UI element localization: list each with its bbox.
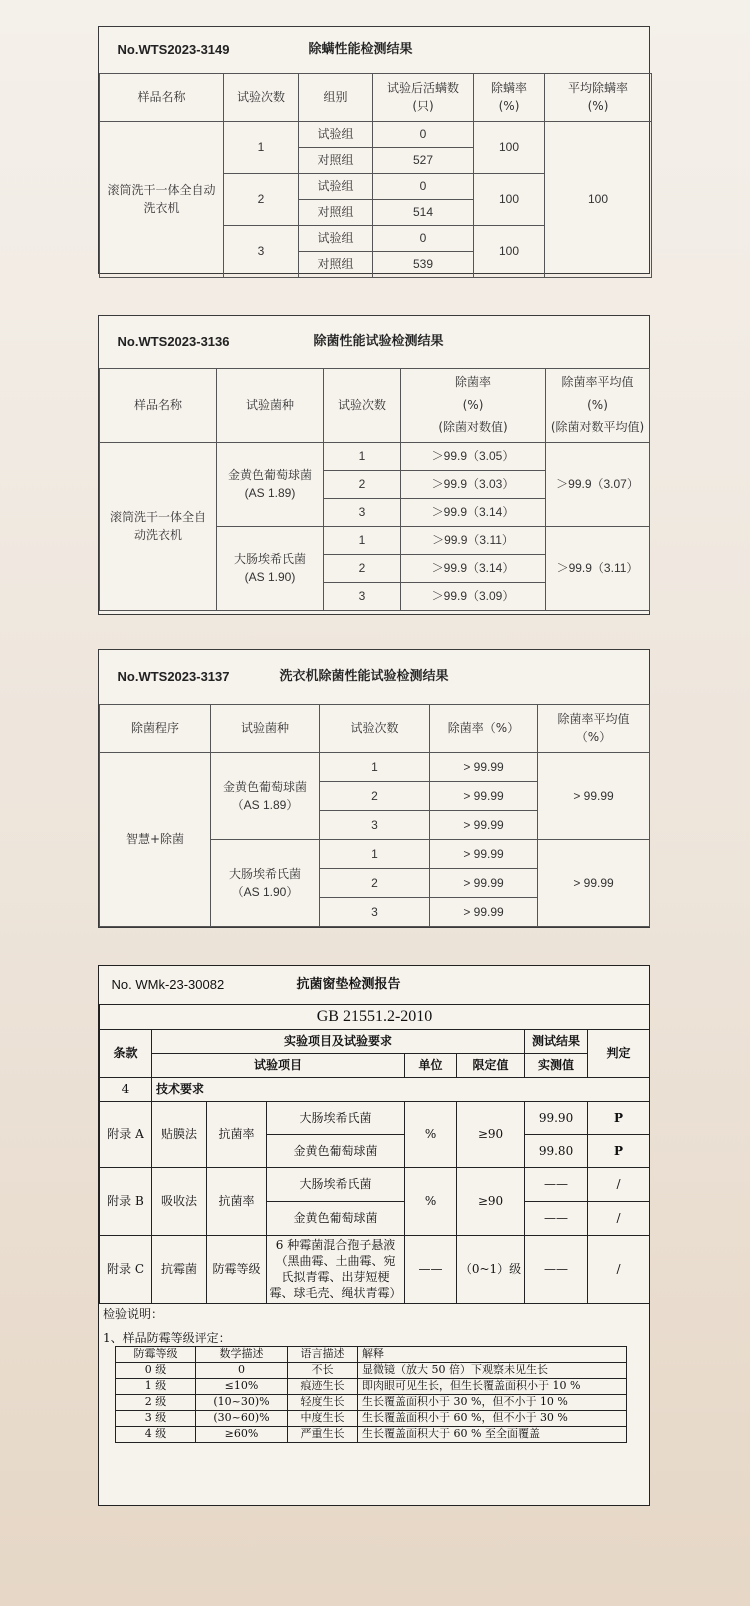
sterilization-rate: > 99.99	[430, 752, 538, 781]
header-live-mites: 试验后活螨数 (只)	[373, 73, 474, 121]
sterilization-rate: ＞99.9（3.11）	[401, 526, 546, 554]
removal-rate: 100	[474, 121, 545, 173]
trial-number: 3	[320, 810, 430, 839]
sterilization-rate: > 99.99	[430, 897, 538, 926]
group-label: 试验组	[299, 225, 373, 251]
report-number: No.WTS2023-3136	[117, 334, 230, 349]
sterilization-rate: > 99.99	[430, 839, 538, 868]
legend-cell: 痕迹生长	[288, 1378, 358, 1394]
legend-cell: 0	[196, 1362, 288, 1378]
header-rate: 除菌率（%）	[430, 704, 538, 752]
removal-rate: 100	[474, 173, 545, 225]
header-actual: 实测值	[525, 1053, 588, 1077]
header-bacteria: 试验菌种	[211, 704, 320, 752]
actual-value: ——	[525, 1201, 588, 1235]
sample-name: 滚筒洗干一体全自动 洗衣机	[100, 121, 224, 277]
judgement: P	[588, 1134, 650, 1167]
actual-value: ——	[525, 1235, 588, 1303]
trial-number: 2	[324, 470, 401, 498]
bacteria-name: 金黄色葡萄球菌	[267, 1134, 405, 1167]
bacteria-name: 大肠埃希氏菌 （AS 1.90）	[211, 839, 320, 926]
notes-item-1: 1、样品防霉等级评定：	[103, 1330, 231, 1345]
header-limit: 限定值	[457, 1053, 525, 1077]
judgement: /	[588, 1167, 650, 1201]
legend-cell: 1 级	[116, 1378, 196, 1394]
removal-rate: 100	[474, 225, 545, 277]
property: 抗菌率	[207, 1167, 267, 1235]
legend-cell: 显微镜（放大 50 倍）下观察未见生长	[358, 1362, 627, 1378]
actual-value: 99.80	[525, 1134, 588, 1167]
mite-count: 0	[373, 225, 474, 251]
header-result: 测试结果	[525, 1029, 588, 1053]
bacteria-name: 金黄色葡萄球菌 （AS 1.89）	[211, 752, 320, 839]
method: 吸收法	[152, 1167, 207, 1235]
property: 防霉等级	[207, 1235, 267, 1303]
trial-number: 3	[224, 225, 299, 277]
average-rate: ＞99.9（3.07）	[546, 442, 650, 526]
bacteria-name: 大肠埃希氏菌	[267, 1167, 405, 1201]
clause-number: 4	[100, 1077, 152, 1101]
header-unit: 单位	[405, 1053, 457, 1077]
report-number: No. WMk-23-30082	[111, 977, 225, 992]
washer-sterilization-report	[98, 649, 650, 928]
legend-cell: 3 级	[116, 1410, 196, 1426]
legend-header: 数学描述	[196, 1346, 288, 1362]
trial-number: 2	[320, 781, 430, 810]
trial-number: 2	[324, 554, 401, 582]
legend-header: 语言描述	[288, 1346, 358, 1362]
legend-cell: 4 级	[116, 1426, 196, 1442]
standard-code: GB 21551.2-2010	[100, 1004, 650, 1029]
unit: %	[405, 1167, 457, 1235]
actual-value: 99.90	[525, 1101, 588, 1134]
sterilization-rate: ＞99.9（3.05）	[401, 442, 546, 470]
legend-cell: 即肉眼可见生长，但生长覆盖面积小于 10 %	[358, 1378, 627, 1394]
inspection-notes	[99, 1304, 649, 1443]
trial-number: 3	[320, 897, 430, 926]
trial-number: 2	[320, 868, 430, 897]
trial-number: 1	[324, 526, 401, 554]
mite-removal-report	[98, 26, 650, 274]
antibacterial-gasket-report	[98, 965, 650, 1506]
sterilization-rate: ＞99.9（3.14）	[401, 554, 546, 582]
unit: %	[405, 1101, 457, 1167]
group-label: 对照组	[299, 199, 373, 225]
sterilization-rate: > 99.99	[430, 868, 538, 897]
sterilization-rate: ＞99.9（3.09）	[401, 582, 546, 610]
header-group: 组别	[299, 73, 373, 121]
mold-grade-table	[115, 1346, 627, 1443]
trial-number: 1	[320, 752, 430, 781]
header-rate: 除菌率 (%) (除菌对数值)	[401, 368, 546, 442]
legend-cell: 轻度生长	[288, 1394, 358, 1410]
header-bacteria: 试验菌种	[217, 368, 324, 442]
sterilization-rate: > 99.99	[430, 810, 538, 839]
legend-cell: 不长	[288, 1362, 358, 1378]
average-removal-rate: 100	[545, 121, 652, 277]
trial-number: 1	[324, 442, 401, 470]
bacteria-name: 金黄色葡萄球菌	[267, 1201, 405, 1235]
mite-count: 0	[373, 173, 474, 199]
average-rate: > 99.99	[538, 839, 650, 926]
trial-number: 1	[224, 121, 299, 173]
program-name: 智慧+除菌	[100, 752, 211, 926]
legend-cell: 0 级	[116, 1362, 196, 1378]
sterilization-rate: ＞99.9（3.03）	[401, 470, 546, 498]
header-sample-name: 样品名称	[100, 73, 224, 121]
method: 抗霉菌	[152, 1235, 207, 1303]
report-number: No.WTS2023-3149	[117, 42, 230, 57]
header-average-rate: 除菌率平均值 （%）	[538, 704, 650, 752]
average-rate: ＞99.9（3.11）	[546, 526, 650, 610]
limit-value: ≥90	[457, 1167, 525, 1235]
judgement: /	[588, 1201, 650, 1235]
header-sample-name: 样品名称	[100, 368, 217, 442]
report-title: 洗衣机除菌性能试验检测结果	[279, 669, 449, 684]
legend-cell: 生长覆盖面积大于 60 % 至全面覆盖	[358, 1426, 627, 1442]
legend-cell: ≤10%	[196, 1378, 288, 1394]
header-average-rate: 除菌率平均值 (%) (除菌对数平均值)	[546, 368, 650, 442]
method: 贴膜法	[152, 1101, 207, 1167]
actual-value: ——	[525, 1167, 588, 1201]
legend-cell: 生长覆盖面积小于 30 %，但不小于 10 %	[358, 1394, 627, 1410]
sterilization-rate: ＞99.9（3.14）	[401, 498, 546, 526]
header-requirements: 实验项目及试验要求	[152, 1029, 525, 1053]
judgement: /	[588, 1235, 650, 1303]
legend-header: 防霉等级	[116, 1346, 196, 1362]
legend-cell: ≥60%	[196, 1426, 288, 1442]
header-test-item: 试验项目	[152, 1053, 405, 1077]
legend-cell: (10~30)%	[196, 1394, 288, 1410]
notes-title: 检验说明：	[103, 1306, 164, 1321]
average-rate: > 99.99	[538, 752, 650, 839]
mite-count: 539	[373, 251, 474, 277]
report-number: No.WTS2023-3137	[117, 669, 230, 684]
sample-name: 滚筒洗干一体全自 动洗衣机	[100, 442, 217, 610]
mite-count: 514	[373, 199, 474, 225]
appendix-b: 附录 B	[100, 1167, 152, 1235]
sterilization-rate: > 99.99	[430, 781, 538, 810]
legend-cell: (30~60)%	[196, 1410, 288, 1426]
legend-cell: 2 级	[116, 1394, 196, 1410]
header-judgement: 判定	[588, 1029, 650, 1077]
mold-description: 6 种霉菌混合孢子悬液 （黑曲霉、土曲霉、宛 氏拟青霉、出芽短梗 霉、球毛壳、绳状青霉）	[267, 1235, 405, 1303]
limit-value: （0~1）级	[457, 1235, 525, 1303]
bacteria-name: 金黄色葡萄球菌 (AS 1.89)	[217, 442, 324, 526]
header-trial-count: 试验次数	[224, 73, 299, 121]
trial-number: 3	[324, 582, 401, 610]
limit-value: ≥90	[457, 1101, 525, 1167]
trial-number: 3	[324, 498, 401, 526]
report-title: 除菌性能试验检测结果	[313, 334, 444, 349]
header-program: 除菌程序	[100, 704, 211, 752]
report-title: 除螨性能检测结果	[308, 42, 413, 57]
report-title: 抗菌窗垫检测报告	[296, 977, 401, 992]
header-removal-rate: 除螨率 (%)	[474, 73, 545, 121]
bacteria-name: 大肠埃希氏菌 (AS 1.90)	[217, 526, 324, 610]
header-trial-count: 试验次数	[324, 368, 401, 442]
group-label: 试验组	[299, 121, 373, 147]
trial-number: 1	[320, 839, 430, 868]
unit: ——	[405, 1235, 457, 1303]
group-label: 对照组	[299, 251, 373, 277]
legend-cell: 中度生长	[288, 1410, 358, 1426]
property: 抗菌率	[207, 1101, 267, 1167]
group-label: 对照组	[299, 147, 373, 173]
trial-number: 2	[224, 173, 299, 225]
legend-header: 解释	[358, 1346, 627, 1362]
appendix-a: 附录 A	[100, 1101, 152, 1167]
appendix-c: 附录 C	[100, 1235, 152, 1303]
legend-cell: 严重生长	[288, 1426, 358, 1442]
bacteria-name: 大肠埃希氏菌	[267, 1101, 405, 1134]
judgement: P	[588, 1101, 650, 1134]
tech-requirements: 技术要求	[152, 1077, 650, 1101]
legend-cell: 生长覆盖面积小于 60 %，但不小于 30 %	[358, 1410, 627, 1426]
header-average-rate: 平均除螨率 (%)	[545, 73, 652, 121]
header-clause: 条款	[100, 1029, 152, 1077]
group-label: 试验组	[299, 173, 373, 199]
mite-count: 0	[373, 121, 474, 147]
sterilization-report	[98, 315, 650, 615]
header-trial-count: 试验次数	[320, 704, 430, 752]
mite-count: 527	[373, 147, 474, 173]
